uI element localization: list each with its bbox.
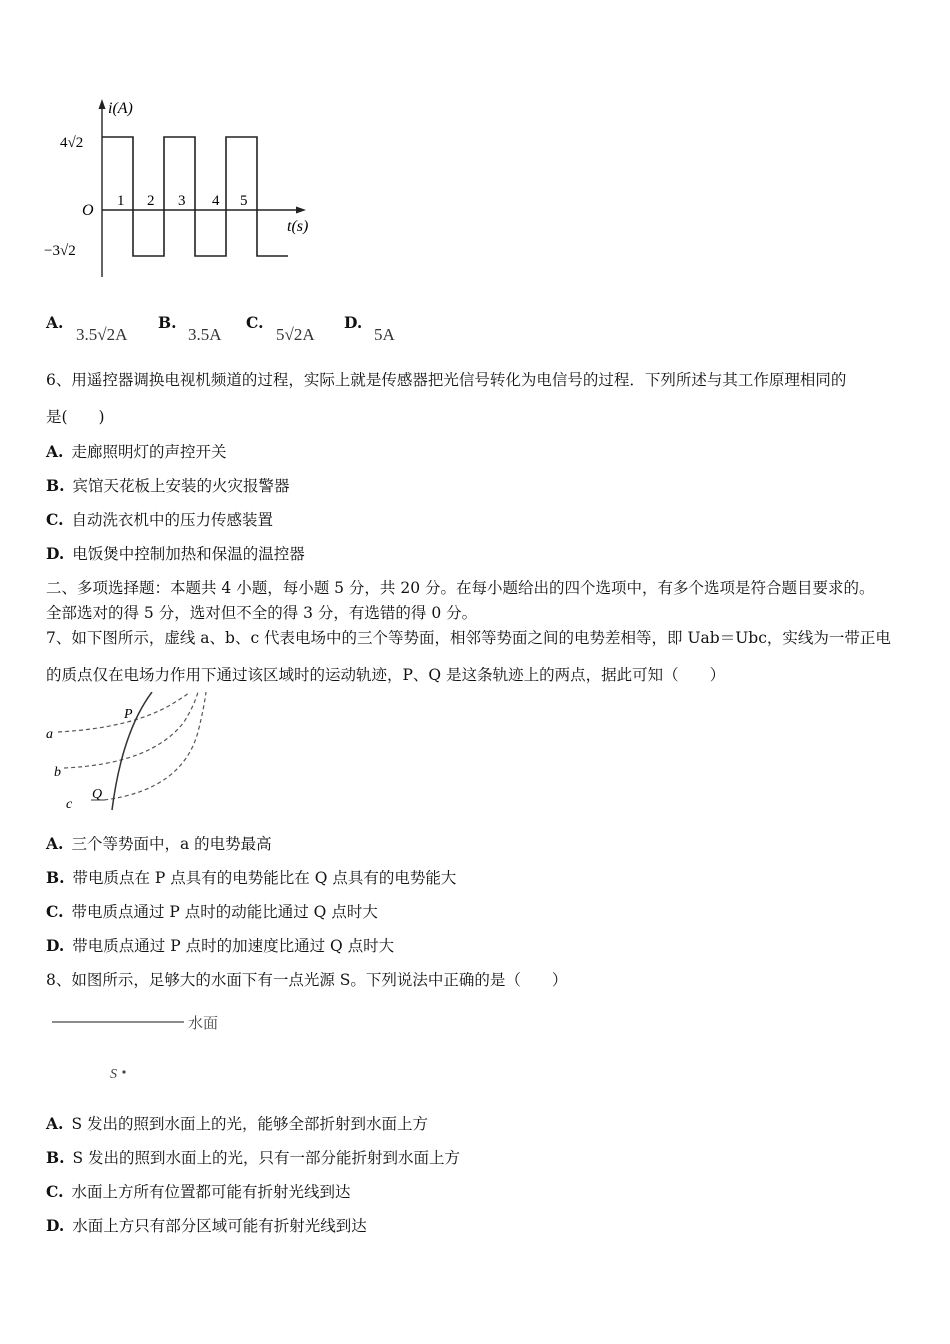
y-axis-arrow (99, 99, 106, 109)
q5-option-b[interactable] (158, 313, 185, 333)
q6-option-a-text: 走廊照明灯的声控开关 (71, 443, 227, 461)
q6-stem-line2: 是( ) (46, 408, 105, 426)
q8-option-b-letter: B. (46, 1148, 65, 1167)
tick-label-3: 3 (178, 193, 186, 209)
y-high-label: 4√2 (60, 135, 84, 151)
q8-stem-line1: 8、如图所示，足够大的水面下有一点光源 S。下列说法中正确的是（ ） (46, 971, 568, 989)
q8-option-c-letter: C. (46, 1182, 64, 1201)
q5-option-d-value: 5A (374, 325, 395, 344)
q6-stem-line1: 6、用遥控器调换电视机频道的过程，实际上就是传感器把光信号转化为电信号的过程．下列所述与其工作原理相同的 (46, 371, 847, 389)
q7-option-c[interactable] (46, 902, 378, 922)
y-low-label: −3√2 (44, 243, 76, 259)
label-b: b (54, 765, 61, 780)
q7-option-a[interactable] (46, 834, 272, 854)
q7-stem-line1: 7、如下图所示，虚线 a、b、c 代表电场中的三个等势面，相邻等势面之间的电势差相等，即 Uab＝Ubc，实线为一带正电 (46, 629, 891, 647)
section2-heading-line2: 全部选对的得 5 分，选对但不全的得 3 分，有选错的得 0 分。 (46, 604, 478, 622)
current-time-graph (40, 95, 330, 290)
tick-label-5: 5 (240, 193, 248, 209)
equipotential-figure (42, 692, 222, 814)
q7-option-b-letter: B. (46, 868, 65, 887)
q7-option-b-text: 带电质点在 P 点具有的电势能比在 Q 点具有的电势能大 (72, 869, 457, 887)
q5-option-a-value: 3.5√2A (76, 325, 128, 344)
q6-option-c-text: 自动洗衣机中的压力传感装置 (71, 511, 273, 529)
water-surface-figure (48, 1008, 238, 1090)
q8-option-d-text: 水面上方只有部分区域可能有折射光线到达 (72, 1217, 367, 1235)
q5-option-c-value: 5√2A (276, 325, 315, 344)
q8-option-a-letter: A. (46, 1114, 64, 1133)
light-source-dot (122, 1070, 125, 1073)
q5-option-a-letter: A. (46, 313, 64, 332)
q6-option-b-letter: B. (46, 476, 65, 495)
square-wave (102, 137, 288, 256)
q8-option-d[interactable] (46, 1216, 367, 1236)
q7-option-d-text: 带电质点通过 P 点时的加速度比通过 Q 点时大 (72, 937, 395, 955)
q6-option-d[interactable] (46, 544, 305, 564)
q7-option-d-letter: D. (46, 936, 65, 955)
x-axis-label: t(s) (287, 218, 309, 235)
label-p: P (124, 707, 133, 722)
tick-label-2: 2 (147, 193, 155, 209)
label-c: c (66, 797, 73, 812)
q7-option-a-text: 三个等势面中，a 的电势最高 (71, 835, 272, 853)
q7-option-a-letter: A. (46, 834, 64, 853)
q7-option-c-text: 带电质点通过 P 点时的动能比通过 Q 点时大 (71, 903, 378, 921)
q6-option-b-text: 宾馆天花板上安装的火灾报警器 (72, 477, 290, 495)
section2-heading-line1: 二、多项选择题：本题共 4 小题，每小题 5 分，共 20 分。在每小题给出的四个选项中，有多个选项是符合题目要求的。 (46, 579, 875, 597)
light-source-label: S (110, 1067, 117, 1082)
q5-option-d-letter: D. (344, 313, 363, 332)
q7-option-b[interactable] (46, 868, 456, 888)
q5-option-a[interactable] (46, 313, 71, 333)
q8-option-b-text: S 发出的照到水面上的光，只有一部分能折射到水面上方 (72, 1149, 461, 1167)
q5-option-b-letter: B. (158, 313, 177, 332)
q8-option-c[interactable] (46, 1182, 350, 1202)
q8-option-c-text: 水面上方所有位置都可能有折射光线到达 (71, 1183, 351, 1201)
q8-option-a-text: S 发出的照到水面上的光，能够全部折射到水面上方 (71, 1115, 428, 1133)
q5-option-b-value: 3.5A (188, 325, 222, 344)
label-a: a (46, 727, 53, 742)
label-q: Q (92, 787, 103, 802)
y-axis-label: i(A) (108, 100, 133, 117)
q6-option-a-letter: A. (46, 442, 64, 461)
q6-option-c-letter: C. (46, 510, 64, 529)
q6-option-a[interactable] (46, 442, 226, 462)
q8-option-d-letter: D. (46, 1216, 65, 1235)
q6-option-b[interactable] (46, 476, 290, 496)
q5-option-c[interactable] (246, 313, 271, 333)
origin-label: O (82, 202, 94, 219)
water-surface-label: 水面 (188, 1016, 219, 1032)
q5-option-d[interactable] (344, 313, 370, 333)
q7-option-d[interactable] (46, 936, 394, 956)
q8-option-a[interactable] (46, 1114, 428, 1134)
tick-label-1: 1 (117, 193, 125, 209)
q6-option-d-text: 电饭煲中控制加热和保温的温控器 (72, 545, 305, 563)
q5-option-c-letter: C. (246, 313, 264, 332)
q6-option-d-letter: D. (46, 544, 65, 563)
x-axis-arrow (296, 207, 306, 214)
q7-option-c-letter: C. (46, 902, 64, 921)
q8-option-b[interactable] (46, 1148, 460, 1168)
tick-label-4: 4 (212, 193, 220, 209)
q7-stem-line2: 的质点仅在电场力作用下通过该区域时的运动轨迹，P、Q 是这条轨迹上的两点，据此可知（ ） (46, 666, 726, 684)
q6-option-c[interactable] (46, 510, 273, 530)
